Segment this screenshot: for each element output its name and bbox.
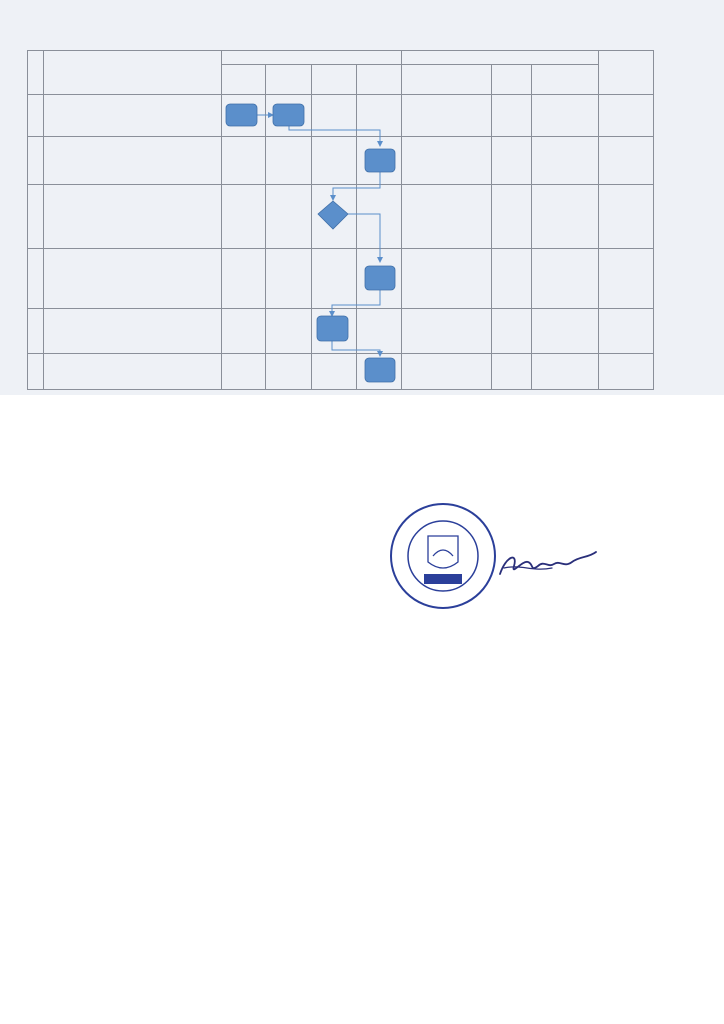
row-kegiatan — [44, 354, 222, 390]
school-stamp — [378, 500, 508, 610]
row-waktu — [492, 354, 532, 390]
row-no — [28, 249, 44, 309]
row-waktu — [492, 95, 532, 137]
row-output — [532, 95, 599, 137]
row-kegiatan — [44, 185, 222, 249]
row-no — [28, 137, 44, 185]
header-pemohon — [222, 65, 266, 95]
row-no — [28, 309, 44, 354]
header-output — [532, 65, 599, 95]
table-row — [28, 249, 654, 309]
header-kepala-sekolah — [312, 65, 357, 95]
row-output — [532, 354, 599, 390]
stamp-shield-icon — [428, 536, 458, 568]
row-kegiatan — [44, 95, 222, 137]
table-row — [28, 309, 654, 354]
row-kelengkapan — [402, 185, 492, 249]
row-waktu — [492, 249, 532, 309]
header-keterangan — [599, 51, 654, 95]
row-kelengkapan — [402, 249, 492, 309]
header-kelengkapan — [402, 65, 492, 95]
header-ppid — [266, 65, 312, 95]
row-no — [28, 95, 44, 137]
row-kelengkapan — [402, 137, 492, 185]
table-row — [28, 185, 654, 249]
row-output — [532, 185, 599, 249]
table-row — [28, 354, 654, 390]
row-kelengkapan — [402, 309, 492, 354]
row-no — [28, 354, 44, 390]
row-waktu — [492, 309, 532, 354]
row-output — [532, 249, 599, 309]
header-waktu — [492, 65, 532, 95]
signature — [492, 538, 602, 588]
row-no — [28, 185, 44, 249]
row-kegiatan — [44, 249, 222, 309]
stamp-label-box — [424, 574, 462, 584]
row-kegiatan — [44, 309, 222, 354]
header-kegiatan — [44, 51, 222, 95]
row-waktu — [492, 137, 532, 185]
header-pelaksana — [222, 51, 402, 65]
sop-table — [27, 50, 654, 390]
header-mutu-baku — [402, 51, 599, 65]
row-output — [532, 309, 599, 354]
row-waktu — [492, 185, 532, 249]
table-row — [28, 95, 654, 137]
table-row — [28, 137, 654, 185]
header-ppid-utama — [357, 65, 402, 95]
row-output — [532, 137, 599, 185]
header-no — [28, 51, 44, 95]
row-kegiatan — [44, 137, 222, 185]
row-kelengkapan — [402, 95, 492, 137]
row-kelengkapan — [402, 354, 492, 390]
